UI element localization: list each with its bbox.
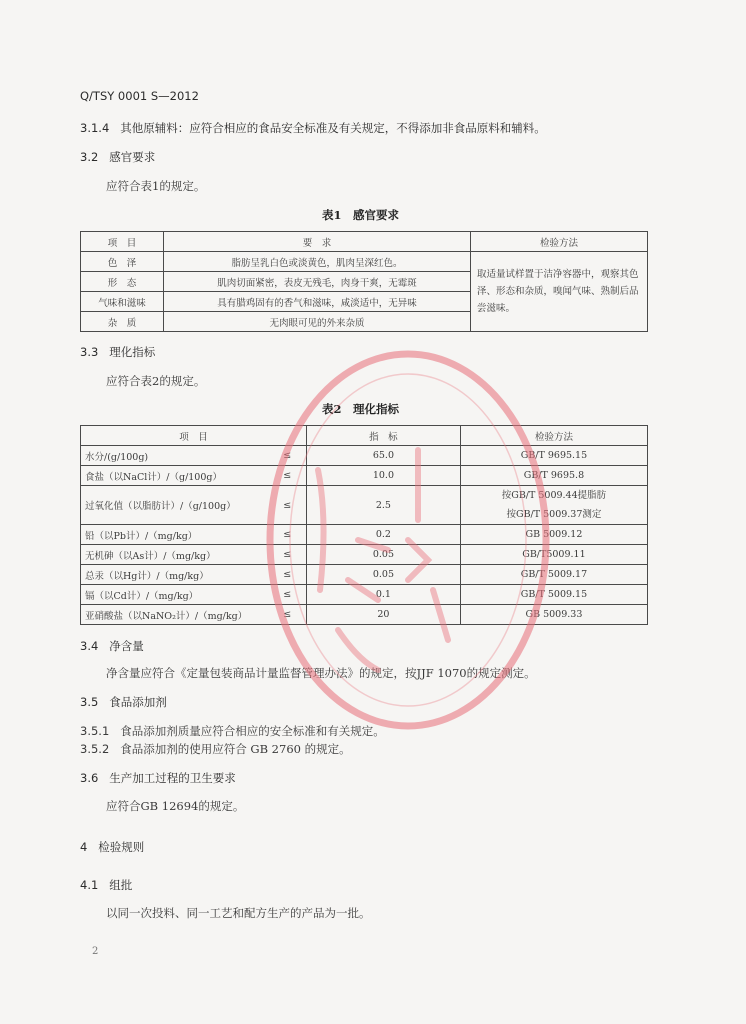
method-cell: GB/T5009.11	[460, 545, 647, 565]
table-row	[81, 466, 648, 486]
section-number: 3.5	[80, 695, 99, 709]
section-3-3-heading	[80, 344, 155, 360]
sensory-table	[80, 231, 648, 332]
method-cell: GB 5009.12	[460, 525, 647, 545]
method-cell	[460, 486, 647, 525]
method-line: 按GB/T 5009.44提脂肪	[501, 490, 607, 501]
item-cell: 无机砷（以As计）/（mg/kg）	[81, 545, 269, 565]
section-title: 理化指标	[109, 345, 156, 359]
item-cell: 亚硝酸盐（以NaNO₂计）/（mg/kg）	[81, 605, 269, 625]
operator-cell: ≤	[269, 585, 307, 605]
item-cell: 杂 质	[81, 312, 164, 332]
item-cell: 总汞（以Hg计）/（mg/kg）	[81, 565, 269, 585]
section-number: 3.4	[80, 639, 99, 653]
section-title: 检验规则	[98, 840, 145, 854]
clause-number: 3.5.1	[80, 724, 110, 738]
operator-cell: ≤	[269, 466, 307, 486]
header-cell: 指 标	[306, 426, 460, 446]
table-row	[81, 486, 648, 525]
value-cell: 0.05	[306, 545, 460, 565]
value-cell: 0.2	[306, 525, 460, 545]
clause-3-5-2	[80, 741, 351, 757]
section-3-2-text: 应符合表1的规定。	[106, 179, 206, 193]
section-title: 组批	[109, 878, 133, 892]
section-3-3-text: 应符合表2的规定。	[106, 374, 206, 388]
item-cell: 食盐（以NaCl计）/（g/100g）	[81, 466, 269, 486]
operator-cell: ≤	[269, 565, 307, 585]
section-number: 3.6	[80, 771, 99, 785]
method-cell: GB/T 5009.15	[460, 585, 647, 605]
section-title: 食品添加剂	[109, 695, 167, 709]
table2-caption: 表2 理化指标	[322, 402, 400, 416]
method-cell: GB 5009.33	[460, 605, 647, 625]
header-cell: 项 目	[81, 232, 164, 252]
clause-text: 食品添加剂质量应符合相应的安全标准和有关规定。	[120, 724, 385, 738]
clause-3-5-1	[80, 723, 385, 739]
section-4-heading	[80, 839, 144, 855]
table-header-row	[81, 426, 648, 446]
section-3-4-heading	[80, 638, 144, 654]
clause-number: 3.1.4	[80, 121, 110, 135]
value-cell: 65.0	[306, 446, 460, 466]
section-4-1-heading	[80, 877, 132, 893]
item-cell: 水分/(g/100g)	[81, 446, 269, 466]
operator-cell: ≤	[269, 605, 307, 625]
item-cell: 气味和滋味	[81, 292, 164, 312]
clause-3-1-4	[80, 120, 546, 136]
table-row	[81, 585, 648, 605]
table-row	[81, 525, 648, 545]
header-cell: 检验方法	[471, 232, 648, 252]
method-cell: GB/T 5009.17	[460, 565, 647, 585]
item-cell: 过氧化值（以脂肪计）/（g/100g）	[81, 486, 269, 525]
section-title: 感官要求	[109, 150, 156, 164]
standard-code: Q/TSY 0001 S—2012	[80, 89, 199, 103]
header-cell: 要 求	[164, 232, 471, 252]
section-number: 4.1	[80, 878, 99, 892]
section-4-1-text: 以同一次投料、同一工艺和配方生产的产品为一批。	[106, 906, 371, 920]
section-number: 3.2	[80, 150, 99, 164]
value-cell: 0.1	[306, 585, 460, 605]
table-row	[81, 565, 648, 585]
method-cell: 取适量试样置于洁净容器中，观察其色泽、形态和杂质，嗅闻气味、熟制后品尝滋味。	[471, 252, 648, 332]
section-3-5-heading	[80, 694, 167, 710]
header-cell: 项 目	[81, 426, 307, 446]
item-cell: 铅（以Pb计）/（mg/kg）	[81, 525, 269, 545]
table-row	[81, 446, 648, 466]
clause-text: 食品添加剂的使用应符合 GB 2760 的规定。	[120, 742, 351, 756]
requirement-cell: 脂肪呈乳白色或淡黄色，肌肉呈深红色。	[164, 252, 471, 272]
page-number: 2	[92, 946, 99, 957]
requirement-cell: 无肉眼可见的外来杂质	[164, 312, 471, 332]
table1-caption: 表1 感官要求	[322, 208, 400, 222]
value-cell: 2.5	[306, 486, 460, 525]
clause-number: 3.5.2	[80, 742, 110, 756]
table-header-row	[81, 232, 648, 252]
section-3-2-heading	[80, 149, 155, 165]
section-3-4-text: 净含量应符合《定量包装商品计量监督管理办法》的规定，按JJF 1070的规定测定。	[106, 666, 536, 680]
section-3-6-heading	[80, 770, 236, 786]
table-row	[81, 252, 648, 272]
requirement-cell: 具有腊鸡固有的香气和滋味，咸淡适中，无异味	[164, 292, 471, 312]
table-row	[81, 605, 648, 625]
section-number: 3.3	[80, 345, 99, 359]
operator-cell: ≤	[269, 525, 307, 545]
requirement-cell: 肌肉切面紧密，表皮无残毛，肉身干爽，无霉斑	[164, 272, 471, 292]
value-cell: 20	[306, 605, 460, 625]
header-cell: 检验方法	[460, 426, 647, 446]
section-title: 生产加工过程的卫生要求	[109, 771, 236, 785]
section-3-6-text: 应符合GB 12694的规定。	[106, 799, 245, 813]
value-cell: 0.05	[306, 565, 460, 585]
item-cell: 形 态	[81, 272, 164, 292]
method-cell: GB/T 9695.15	[460, 446, 647, 466]
section-number: 4	[80, 840, 88, 854]
operator-cell: ≤	[269, 486, 307, 525]
section-title: 净含量	[109, 639, 144, 653]
operator-cell: ≤	[269, 545, 307, 565]
operator-cell: ≤	[269, 446, 307, 466]
table-row	[81, 545, 648, 565]
item-cell: 镉（以Cd计）/（mg/kg）	[81, 585, 269, 605]
item-cell: 色 泽	[81, 252, 164, 272]
method-cell: GB/T 9695.8	[460, 466, 647, 486]
value-cell: 10.0	[306, 466, 460, 486]
clause-text: 其他原辅料：应符合相应的食品安全标准及有关规定，不得添加非食品原料和辅料。	[120, 121, 546, 135]
physicochemical-table	[80, 425, 648, 625]
method-line: 按GB/T 5009.37测定	[506, 509, 602, 520]
